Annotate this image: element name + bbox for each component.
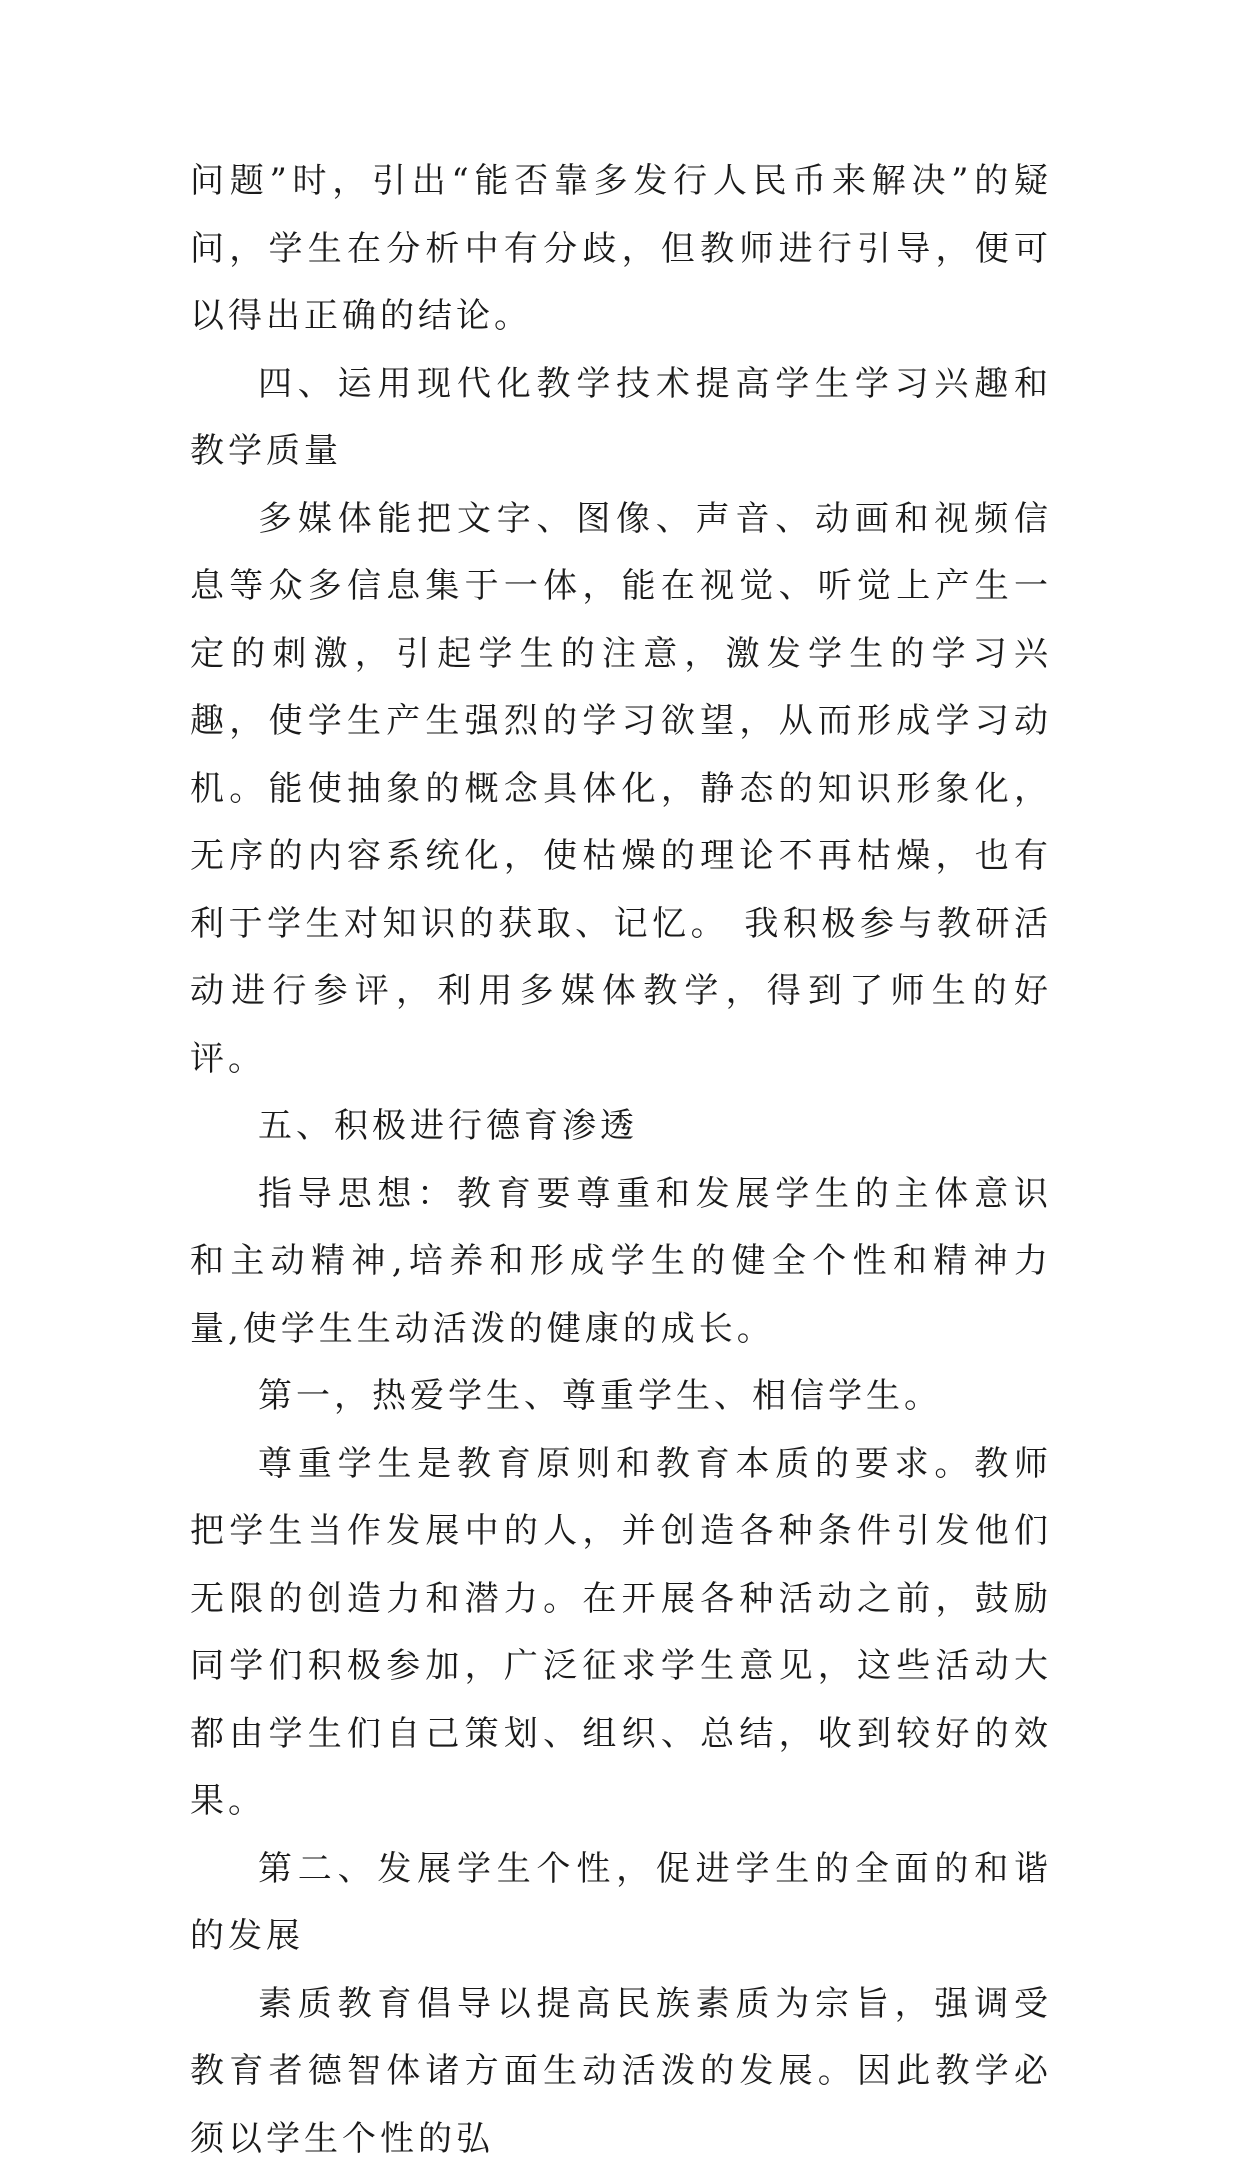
paragraph-1: 问题”时，引出“能否靠多发行人民币来解决”的疑问，学生在分析中有分歧，但教师进行引导，便可以得出正确的结论。 <box>190 148 1052 351</box>
section-heading-4: 四、运用现代化教学技术提高学生学习兴趣和教学质量 <box>190 351 1052 486</box>
paragraph-quality-education: 素质教育倡导以提高民族素质为宗旨，强调受教育者德智体诸方面生动活泼的发展。因此教学必须以学生个性的弘 <box>190 1971 1052 2173</box>
subheading-first: 第一，热爱学生、尊重学生、相信学生。 <box>190 1363 1052 1431</box>
section-heading-5: 五、积极进行德育渗透 <box>190 1093 1052 1161</box>
subheading-second: 第二、发展学生个性，促进学生的全面的和谐的发展 <box>190 1836 1052 1971</box>
paragraph-guiding-idea: 指导思想：教育要尊重和发展学生的主体意识和主动精神,培养和形成学生的健全个性和精神力量,使学生生动活泼的健康的成长。 <box>190 1161 1052 1364</box>
document-page <box>190 148 1052 2173</box>
paragraph-multimedia: 多媒体能把文字、图像、声音、动画和视频信息等众多信息集于一体，能在视觉、听觉上产生一定的刺激，引起学生的注意，激发学生的学习兴趣，使学生产生强烈的学习欲望，从而形成学习动机。能使抽象的概念具体化，静态的知识形象化，无序的内容系统化，使枯燥的理论不再枯燥，也有利于学生对知识的获取、记忆。 我积极参与教研活动进行参评，利用多媒体教学，得到了师生的好评。 <box>190 486 1052 1094</box>
paragraph-respect: 尊重学生是教育原则和教育本质的要求。教师把学生当作发展中的人，并创造各种条件引发他们无限的创造力和潜力。在开展各种活动之前，鼓励同学们积极参加，广泛征求学生意见，这些活动大都由学生们自己策划、组织、总结，收到较好的效果。 <box>190 1431 1052 1836</box>
